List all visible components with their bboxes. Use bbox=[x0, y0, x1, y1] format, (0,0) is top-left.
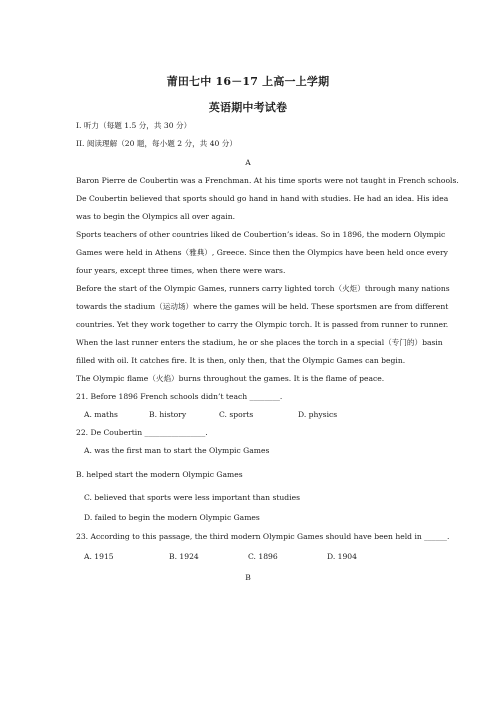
passage-line: towards the stadium（运动场）where the games will be held. These sportsmen are from different bbox=[76, 302, 449, 311]
question-21-stem: 21. Before 1896 French schools didn’t teach ________. bbox=[76, 392, 283, 401]
passage-line: Baron Pierre de Coubertin was a Frenchman. At his time sports were not taught in French schools. bbox=[76, 176, 459, 185]
next-passage-label: B bbox=[245, 573, 251, 582]
section-listening: I. 听力（每题 1.5 分，共 30 分） bbox=[76, 121, 192, 130]
passage-line: De Coubertin believed that sports should go hand in hand with studies. He had an idea. His idea bbox=[76, 194, 449, 203]
q22-option-b: B. helped start the modern Olympic Games bbox=[76, 470, 243, 479]
q21-option-a: A. maths bbox=[84, 410, 118, 419]
passage-line: Before the start of the Olympic Games, runners carry lighted torch（火炬）through many nations bbox=[76, 284, 450, 293]
passage-line: When the last runner enters the stadium, he or she places the torch in a special（专门的）basin bbox=[76, 338, 443, 347]
q23-option-d: D. 1904 bbox=[327, 552, 357, 561]
passage-line: four years, except three times, when there were wars. bbox=[76, 266, 286, 275]
q23-option-a: A. 1915 bbox=[84, 552, 114, 561]
passage-line: was to begin the Olympics all over again. bbox=[76, 212, 236, 221]
passage-line: Sports teachers of other countries liked de Coubertion’s ideas. So in 1896, the modern Olympic bbox=[76, 230, 446, 239]
question-23-stem: 23. According to this passage, the third modern Olympic Games should have been held in ______. bbox=[76, 532, 450, 541]
q23-option-b: B. 1924 bbox=[169, 552, 199, 561]
q22-option-a: A. was the first man to start the Olympic Games bbox=[84, 446, 270, 455]
q22-option-d: D. failed to begin the modern Olympic Games bbox=[84, 513, 260, 522]
passage-line: filled with oil. It catches fire. It is then, only then, that the Olympic Games can begin. bbox=[76, 356, 406, 365]
passage-line: Games were held in Athens（雅典）, Greece. Since then the Olympics have been held once every bbox=[76, 248, 448, 257]
q21-option-b: B. history bbox=[149, 410, 187, 419]
question-22-stem: 22. De Coubertin ________________. bbox=[76, 428, 208, 437]
exam-subtitle: 英语期中考试卷 bbox=[208, 101, 288, 114]
section-reading: II. 阅读理解（20 题，每小题 2 分，共 40 分） bbox=[76, 139, 237, 148]
exam-title: 莆田七中 16－17 上高一上学期 bbox=[166, 75, 330, 88]
q22-option-c: C. believed that sports were less important than studies bbox=[84, 493, 300, 502]
passage-label: A bbox=[245, 158, 251, 167]
q23-option-c: C. 1896 bbox=[248, 552, 278, 561]
q21-option-c: C. sports bbox=[219, 410, 254, 419]
q21-option-d: D. physics bbox=[298, 410, 338, 419]
passage-line: countries. Yet they work together to carry the Olympic torch. It is passed from runner to runner. bbox=[76, 320, 449, 329]
passage-line: The Olympic flame（火焰）burns throughout the games. It is the flame of peace. bbox=[76, 374, 385, 383]
